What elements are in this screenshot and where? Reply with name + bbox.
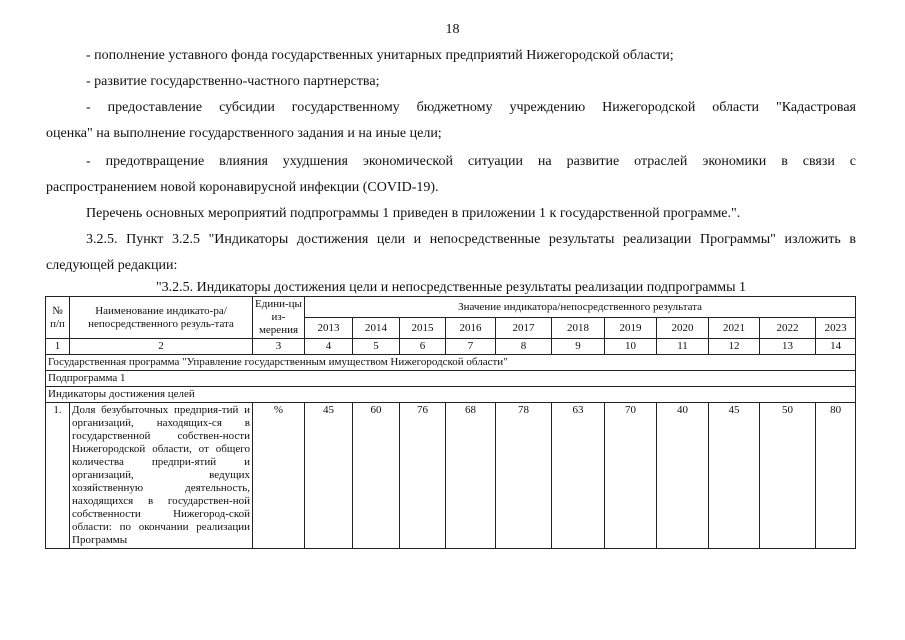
paragraph-1: - пополнение уставного фонда государственных унитарных предприятий Нижегородской области; [86,48,674,63]
indicator-value: 68 [446,403,496,549]
column-number: 8 [496,339,552,355]
subprogram-title: Подпрограмма 1 [46,371,856,387]
year-header: 2022 [760,318,816,339]
indicator-value: 45 [709,403,760,549]
year-header: 2020 [657,318,709,339]
column-number: 2 [70,339,253,355]
indicator-value: 45 [305,403,353,549]
indicator-value: 78 [496,403,552,549]
indicator-name: Доля безубыточных предприя-тий и организаций, находящих-ся в государственной собствен-ности Нижегородской области, от общего количества предпри-ятий и организаций, ведущих хозяйственную деятельность, находящихся в государствен-ной собственности Нижегород-ской области: по окончании реализации Программы [70,403,253,549]
header-value-group: Значение индикатора/непосредственного результата [305,297,856,318]
year-header: 2016 [446,318,496,339]
column-number: 5 [353,339,400,355]
page-number: 18 [445,22,460,37]
year-header: 2021 [709,318,760,339]
year-header: 2015 [400,318,446,339]
year-header: 2023 [816,318,856,339]
program-title: Государственная программа "Управление государственным имуществом Нижегородской области" [46,355,856,371]
indicator-unit: % [253,403,305,549]
subprogram-row [46,371,856,387]
column-number: 6 [400,339,446,355]
indicator-value: 63 [552,403,605,549]
paragraph-4-line-1: - предотвращение влияния ухудшения экономической ситуации на развитие отраслей экономики в связи с [86,154,856,169]
year-header: 2014 [353,318,400,339]
column-number-row [46,339,856,355]
paragraph-3-line-1: - предоставление субсидии государственному бюджетному учреждению Нижегородской области "Кадастровая [86,100,856,115]
paragraph-3-line-2: оценка" на выполнение государственного задания и на иные цели; [46,126,442,141]
paragraph-6-line-2: следующей редакции: [46,258,178,273]
column-number: 14 [816,339,856,355]
indicators-section-row [46,387,856,403]
column-number: 3 [253,339,305,355]
header-row-1 [46,297,856,318]
indicator-value: 70 [605,403,657,549]
header-name: Наименование индикато-ра/непосредственного резуль-тата [70,297,253,339]
column-number: 1 [46,339,70,355]
indicator-value: 80 [816,403,856,549]
column-number: 4 [305,339,353,355]
column-number: 11 [657,339,709,355]
paragraph-4-line-2: распространением новой коронавирусной инфекции (COVID-19). [46,180,439,195]
paragraph-2: - развитие государственно-частного партнерства; [86,74,380,89]
indicator-value: 40 [657,403,709,549]
row-number: 1. [46,403,70,549]
year-header: 2018 [552,318,605,339]
indicator-value: 60 [353,403,400,549]
indicators-section-title: Индикаторы достижения целей [46,387,856,403]
paragraph-6-line-1: 3.2.5. Пункт 3.2.5 "Индикаторы достижения цели и непосредственные результаты реализации Программы" изложить в [86,232,856,247]
indicator-value: 50 [760,403,816,549]
paragraph-5: Перечень основных мероприятий подпрограммы 1 приведен в приложении 1 к государственной программе.". [86,206,741,221]
column-number: 9 [552,339,605,355]
table-title: "3.2.5. Индикаторы достижения цели и непосредственные результаты реализации подпрограммы 1 [155,280,747,295]
column-number: 7 [446,339,496,355]
year-header: 2017 [496,318,552,339]
column-number: 12 [709,339,760,355]
column-number: 10 [605,339,657,355]
program-row [46,355,856,371]
year-header: 2019 [605,318,657,339]
column-number: 13 [760,339,816,355]
header-unit: Едини-цы из-мерения [253,297,305,339]
year-header: 2013 [305,318,353,339]
table-row [46,403,856,549]
indicator-value: 76 [400,403,446,549]
header-num: № п/п [46,297,70,339]
indicators-table [45,296,856,549]
